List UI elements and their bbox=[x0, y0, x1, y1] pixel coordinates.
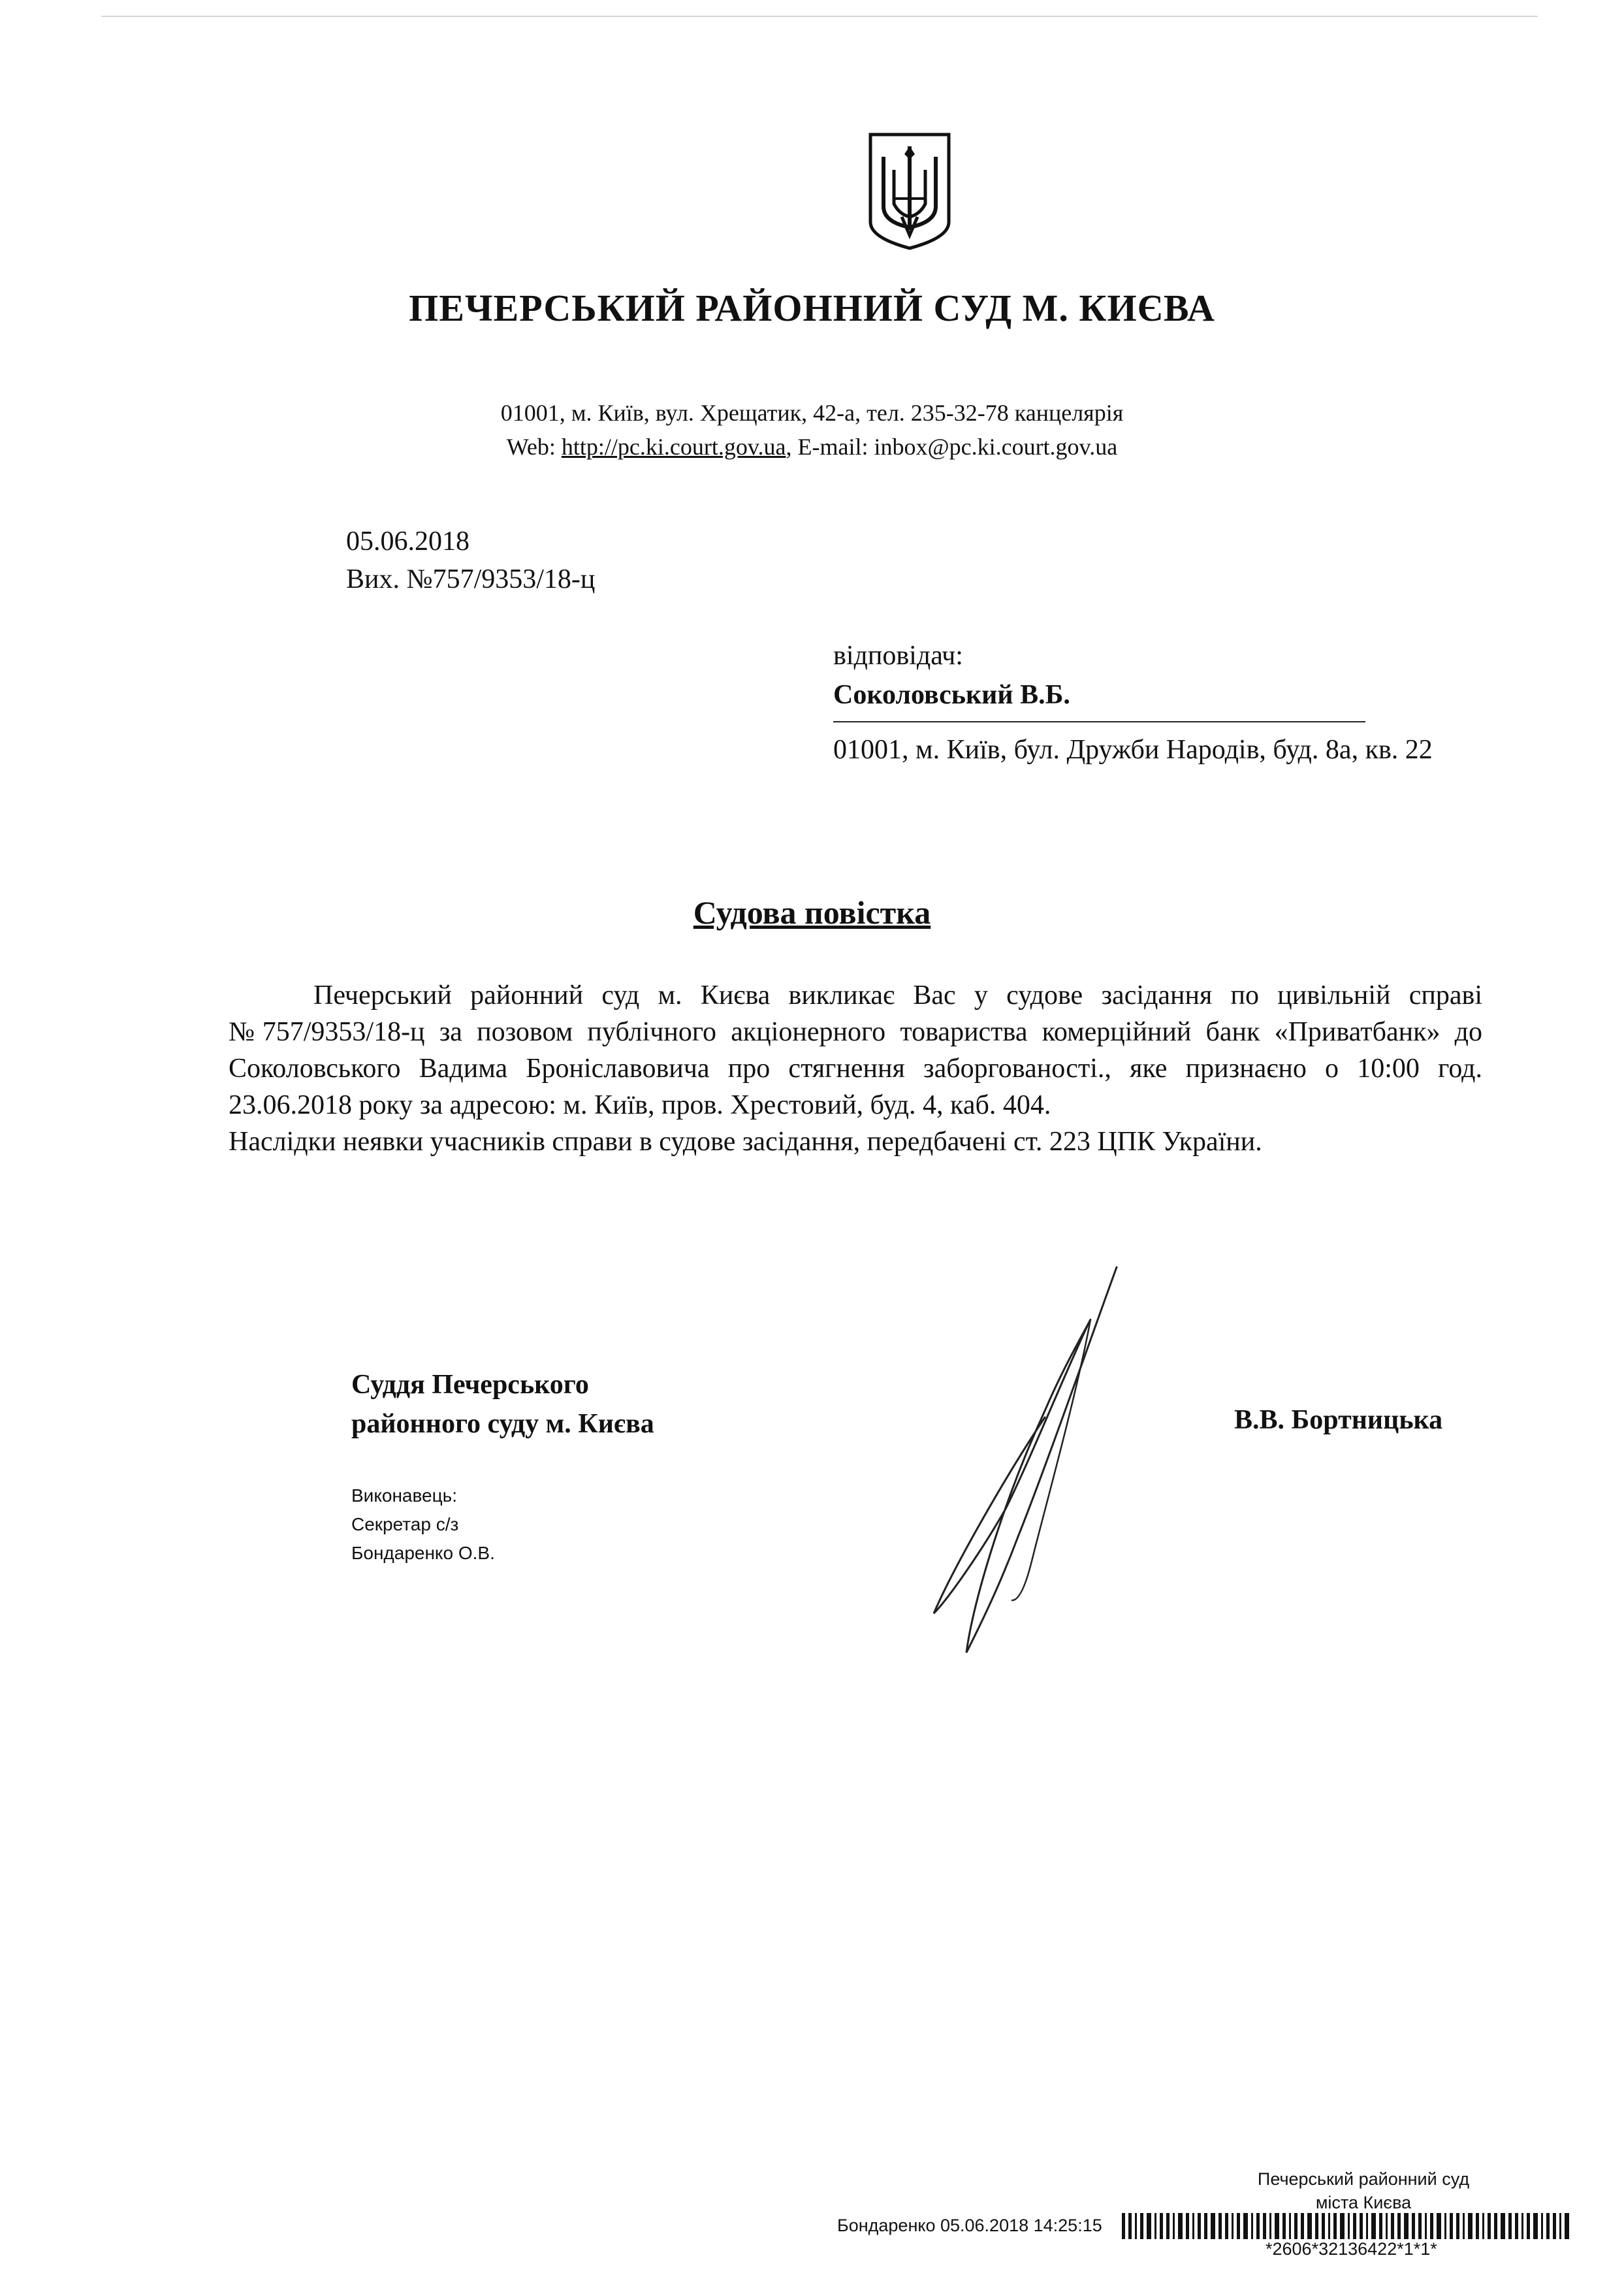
court-name: ПЕЧЕРСЬКИЙ РАЙОННИЙ СУД М. КИЄВА bbox=[409, 287, 1215, 329]
barcode-bar bbox=[1301, 2213, 1304, 2239]
judge-name: В.В. Бортницька bbox=[1234, 1405, 1443, 1435]
barcode-bar bbox=[1366, 2213, 1368, 2239]
barcode-bar bbox=[1541, 2213, 1543, 2239]
court-address bbox=[0, 396, 1624, 464]
barcode-bar bbox=[1533, 2213, 1538, 2239]
barcode-bar bbox=[1515, 2213, 1518, 2239]
barcode-bar bbox=[1463, 2213, 1465, 2239]
barcode-bar bbox=[1565, 2213, 1569, 2239]
executor-block bbox=[351, 1481, 495, 1568]
barcode-bar bbox=[1546, 2213, 1550, 2239]
barcode bbox=[1122, 2213, 1592, 2239]
stamp-court-line1: Печерський районний суд bbox=[1257, 2169, 1470, 2189]
barcode-bar bbox=[1476, 2213, 1479, 2239]
barcode-bar bbox=[1204, 2213, 1207, 2239]
email-text: , E-mail: inbox@pc.ki.court.gov.ua bbox=[786, 434, 1118, 460]
judge-title-line1: Суддя Печерського bbox=[351, 1370, 589, 1400]
barcode-bar bbox=[1178, 2213, 1183, 2239]
barcode-bar bbox=[1386, 2213, 1388, 2239]
barcode-bar bbox=[1322, 2213, 1325, 2239]
barcode-bar bbox=[1269, 2213, 1271, 2239]
web-label: Web: bbox=[506, 434, 562, 460]
executor-name: Бондаренко О.В. bbox=[351, 1543, 495, 1563]
barcode-bar bbox=[1147, 2213, 1151, 2239]
recipient-underline bbox=[833, 721, 1365, 722]
barcode-bar bbox=[1307, 2213, 1312, 2239]
barcode-bar bbox=[1122, 2213, 1125, 2239]
barcode-bar bbox=[1294, 2213, 1298, 2239]
barcode-bar bbox=[1328, 2213, 1330, 2239]
barcode-bar bbox=[1340, 2213, 1345, 2239]
executor-label: Виконавець: bbox=[351, 1485, 458, 1506]
top-rule bbox=[101, 16, 1538, 17]
barcode-bar bbox=[1501, 2213, 1505, 2239]
barcode-bar bbox=[1430, 2213, 1433, 2239]
barcode-bar bbox=[1456, 2213, 1459, 2239]
web-link[interactable]: http://pc.ki.court.gov.ua bbox=[561, 434, 786, 460]
barcode-bar bbox=[1468, 2213, 1473, 2239]
barcode-bar bbox=[1521, 2213, 1523, 2239]
barcode-bar bbox=[1425, 2213, 1427, 2239]
barcode-bar bbox=[1173, 2213, 1175, 2239]
registration-stamp bbox=[1187, 2167, 1540, 2214]
address-line: 01001, м. Київ, вул. Хрещатик, 42-а, тел. 235-32-78 канцелярія bbox=[500, 400, 1124, 426]
contacts-line bbox=[0, 430, 1624, 464]
barcode-bar bbox=[1263, 2213, 1266, 2239]
barcode-bar bbox=[1391, 2213, 1394, 2239]
outgoing-block bbox=[346, 523, 595, 598]
barcode-bar bbox=[1186, 2213, 1189, 2239]
barcode-bar bbox=[1482, 2213, 1484, 2239]
stamp-court-line2: міста Києва bbox=[1315, 2193, 1412, 2212]
barcode-bar bbox=[1353, 2213, 1356, 2239]
recipient-role: відповідач: bbox=[833, 641, 963, 671]
barcode-bar bbox=[1559, 2213, 1561, 2239]
barcode-bar bbox=[1333, 2213, 1337, 2239]
summons-paragraph: Печерський районний суд м. Києва викликає Вас у судове засідання по цивільній справі №757/9353/18-ц за позовом публічного акціонерного товариства комерційний банк «Приватбанк» до Соколовського Вадима Броніславовича про стягнення заборгованості., яке признаєно о 10:00 год. 23.06.2018 року за адресою: м. Київ, пров. Хрестовий, буд. 4, каб. 404. bbox=[229, 980, 1482, 1120]
barcode-code: *2606*32136422*1*1* bbox=[1266, 2239, 1437, 2259]
registration-text: Бондаренко 05.06.2018 14:25:15 bbox=[837, 2216, 1102, 2235]
barcode-bar bbox=[1243, 2213, 1248, 2239]
barcode-bar bbox=[1128, 2213, 1132, 2239]
recipient-address: 01001, м. Київ, бул. Дружби Народів, буд. 8а, кв. 22 bbox=[833, 735, 1433, 765]
barcode-bar bbox=[1225, 2213, 1228, 2239]
barcode-bar bbox=[1437, 2213, 1441, 2239]
barcode-bar bbox=[1289, 2213, 1291, 2239]
consequences-paragraph: Наслідки неявки учасників справи в судове засідання, передбачені ст. 223 ЦПК України. bbox=[229, 1127, 1262, 1157]
barcode-bar bbox=[1218, 2213, 1222, 2239]
barcode-bar bbox=[1315, 2213, 1318, 2239]
handwritten-signature bbox=[875, 1261, 1136, 1685]
barcode-bar bbox=[1488, 2213, 1491, 2239]
barcode-bar bbox=[1166, 2213, 1170, 2239]
barcode-bar bbox=[1140, 2213, 1143, 2239]
barcode-bar bbox=[1282, 2213, 1286, 2239]
barcode-bar bbox=[1412, 2213, 1415, 2239]
barcode-bar bbox=[1192, 2213, 1194, 2239]
barcode-bar bbox=[1198, 2213, 1201, 2239]
barcode-bar bbox=[1275, 2213, 1279, 2239]
barcode-bar bbox=[1404, 2213, 1409, 2239]
barcode-bar bbox=[1379, 2213, 1382, 2239]
barcode-bar bbox=[1553, 2213, 1556, 2239]
summons-body bbox=[229, 977, 1482, 1160]
barcode-bar bbox=[1154, 2213, 1156, 2239]
barcode-bar bbox=[1251, 2213, 1253, 2239]
barcode-bar bbox=[1527, 2213, 1530, 2239]
document-title: Судова повістка bbox=[693, 894, 931, 931]
barcode-bar bbox=[1371, 2213, 1376, 2239]
barcode-bar bbox=[1397, 2213, 1401, 2239]
barcode-bar bbox=[1237, 2213, 1240, 2239]
barcode-bar bbox=[1360, 2213, 1363, 2239]
barcode-bar bbox=[1348, 2213, 1350, 2239]
barcode-bar bbox=[1135, 2213, 1137, 2239]
coat-of-arms-emblem bbox=[865, 131, 954, 252]
judge-title-line2: районного суду м. Києва bbox=[351, 1409, 654, 1439]
barcode-bar bbox=[1160, 2213, 1163, 2239]
outgoing-date: 05.06.2018 bbox=[346, 526, 470, 557]
barcode-bar bbox=[1211, 2213, 1215, 2239]
outgoing-number: Вих. №757/9353/18-ц bbox=[346, 564, 596, 594]
judge-title bbox=[351, 1365, 654, 1444]
barcode-bar bbox=[1444, 2213, 1446, 2239]
recipient-block bbox=[833, 636, 1433, 769]
barcode-bar bbox=[1256, 2213, 1260, 2239]
barcode-bar bbox=[1508, 2213, 1512, 2239]
executor-position: Секретар с/з bbox=[351, 1514, 459, 1534]
barcode-bar bbox=[1232, 2213, 1234, 2239]
recipient-name: Соколовський В.Б. bbox=[833, 680, 1070, 710]
barcode-bar bbox=[1418, 2213, 1422, 2239]
barcode-bar bbox=[1450, 2213, 1453, 2239]
barcode-bar bbox=[1494, 2213, 1497, 2239]
